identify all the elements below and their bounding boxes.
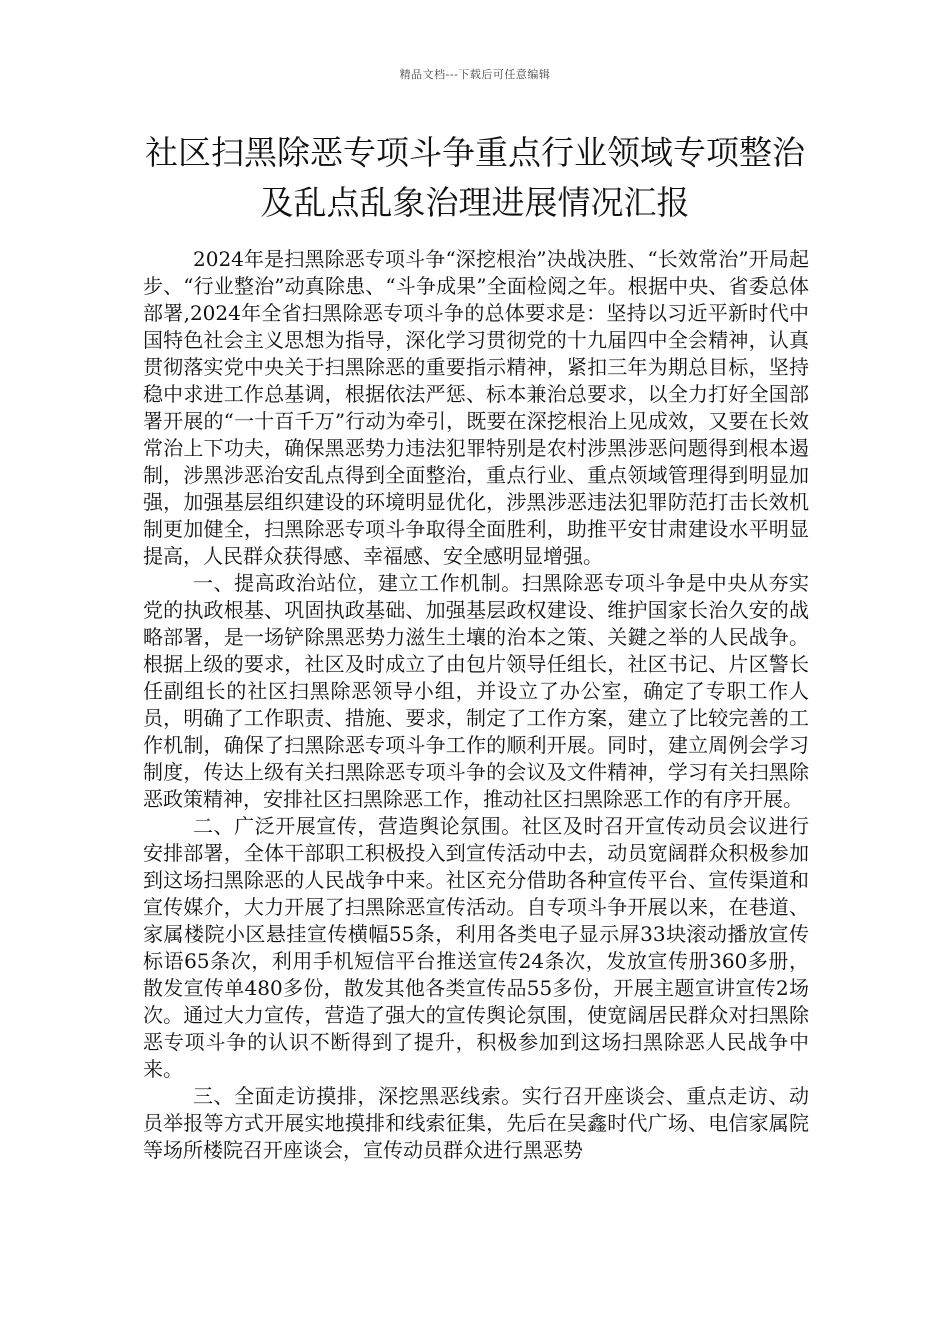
paragraph-section-3: 三、全面走访摸排，深挖黑恶线索。实行召开座谈会、重点走访、动员举报等方式开展实地摸排和线索征集，先后在吴鑫时代广场、电信家属院等场所楼院召开座谈会，宣传动员群众进行黑恶势 <box>143 1084 809 1162</box>
document-body <box>143 246 809 1164</box>
paragraph-intro: 2024年是扫黑除恶专项斗争“深挖根治”决战决胜、“长效常治”开局起步、“行业整治”动真除患、“斗争成果”全面检阅之年。根据中央、省委总体部署,2024年全省扫黑除恶专项斗争的总体要求是：坚持以习近平新时代中国特色社会主义思想为指导，深化学习贯彻党的十九届四中全会精神，认真贯彻落实党中央关于扫黑除恶的重要指示精神，紧扣三年为期总目标，坚持稳中求进工作总基调，根据依法严惩、标本兼治总要求，以全力打好全国部署开展的“一十百千万”行动为牵引，既要在深挖根治上见成效，又要在长效常治上下功夫，确保黑恶势力违法犯罪特别是农村涉黑涉恶问题得到根本遏制，涉黑涉恶治安乱点得到全面整治，重点行业、重点领域管理得到明显加强，加强基层组织建设的环境明显优化，涉黑涉恶违法犯罪防范打击长效机制更加健全，扫黑除恶专项斗争取得全面胜利，助推平安甘肃建设水平明显提高，人民群众获得感、幸福感、安全感明显增强。 <box>143 247 809 568</box>
document-title: 社区扫黑除恶专项斗争重点行业领域专项整治及乱点乱象治理进展情况汇报 <box>145 133 805 222</box>
header-note: 精品文档---下载后可任意编辑 <box>399 68 551 81</box>
paragraph-section-1: 一、提高政治站位，建立工作机制。扫黑除恶专项斗争是中央从夯实党的执政根基、巩固执政基础、加强基层政权建设、维护国家长治久安的战略部署，是一场铲除黑恶势力滋生土壤的治本之策、关鍵之举的人民战争。根据上级的要求，社区及时成立了由包片领导任组长，社区书记、片区警长任副组长的社区扫黑除恶领导小组，并设立了办公室，确定了专职工作人员，明确了工作职责、措施、要求，制定了工作方案，建立了比较完善的工作机制，确保了扫黑除恶专项斗争工作的顺利开展。同时，建立周例会学习制度，传达上级有关扫黑除恶专项斗争的会议及文件精神，学习有关扫黑除恶政策精神，安排社区扫黑除恶工作，推动社区扫黑除恶工作的有序开展。 <box>143 571 809 811</box>
paragraph-section-2: 二、广泛开展宣传，营造舆论氛围。社区及时召开宣传动员会议进行安排部署，全体干部职工积极投入到宣传活动中去，动员宽阔群众积极参加到这场扫黑除恶的人民战争中来。社区充分借助各种宣传平台、宣传渠道和宣传媒介，大力开展了扫黑除恶宣传活动。自专项斗争开展以来，在巷道、家属楼院小区悬挂宣传横幅55条，利用各类电子显示屏33块滚动播放宣传标语65条次，利用手机短信平台推送宣传24条次，发放宣传册360多册，散发宣传单480多份，散发其他各类宣传品55多份，开展主题宣讲宣传2场次。通过大力宣传，营造了强大的宣传舆论氛围，使宽阔居民群众对扫黑除恶专项斗争的认识不断得到了提升，积极参加到这场扫黑除恶人民战争中来。 <box>143 814 809 1081</box>
